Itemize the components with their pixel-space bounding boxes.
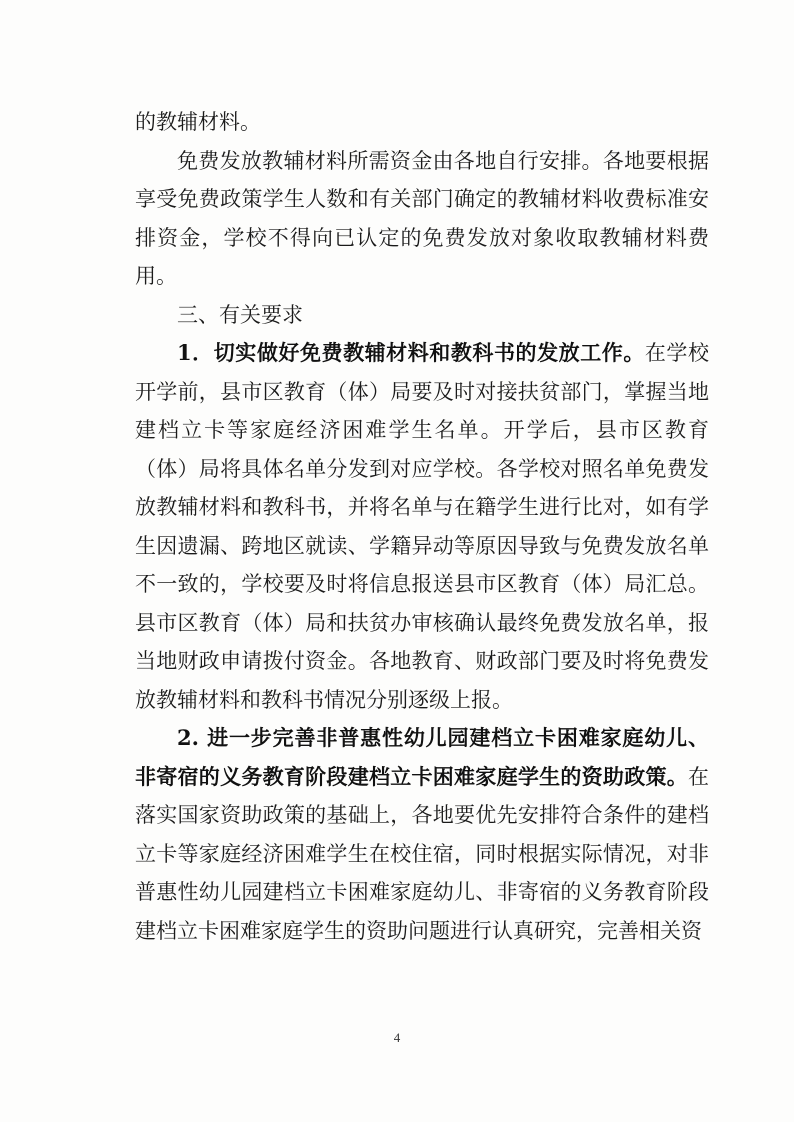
page-number: 4 <box>393 1030 401 1045</box>
item-2-heading: 2. 进一步完善非普惠性幼儿园建档立卡困难家庭幼儿、非寄宿的义务教育阶段建档立卡困难家庭学生的资助政策。 <box>135 725 709 789</box>
paragraph-item-1 <box>135 334 709 719</box>
item-1-body: 在学校开学前，县市区教育（体）局要及时对接扶贫部门，掌握当地建档立卡等家庭经济困难学生名单。开学后，县市区教育（体）局将具体名单分发到对应学校。各学校对照名单免费发放教辅材料和教科书，并将名单与在籍学生进行比对，如有学生因遗漏、跨地区就读、学籍异动等原因导致与免费发放名单不一致的，学校要及时将信息报送县市区教育（体）局汇总。县市区教育（体）局和扶贫办审核确认最终免费发放名单，报当地财政申请拨付资金。各地教育、财政部门要及时将免费发放教辅材料和教科书情况分别逐级上报。 <box>135 341 709 712</box>
body-text <box>135 103 709 950</box>
paragraph-item-2 <box>135 719 709 950</box>
paragraph-continuation: 的教辅材料。 <box>135 110 261 134</box>
paragraph-funding: 免费发放教辅材料所需资金由各地自行安排。各地要根据享受免费政策学生人数和有关部门确定的教辅材料收费标准安排资金，学校不得向已认定的免费发放对象收取教辅材料费用。 <box>135 148 709 288</box>
section-heading-requirements: 三、有关要求 <box>177 302 303 327</box>
item-2-body: 在落实国家资助政策的基础上，各地要优先安排符合条件的建档立卡等家庭经济困难学生在校住宿，同时根据实际情况，对非普惠性幼儿园建档立卡困难家庭幼儿、非寄宿的义务教育阶段建档立卡困难家庭学生的资助问题进行认真研究，完善相关资 <box>135 764 709 943</box>
item-1-heading: 1．切实做好免费教辅材料和教科书的发放工作。 <box>177 340 645 365</box>
